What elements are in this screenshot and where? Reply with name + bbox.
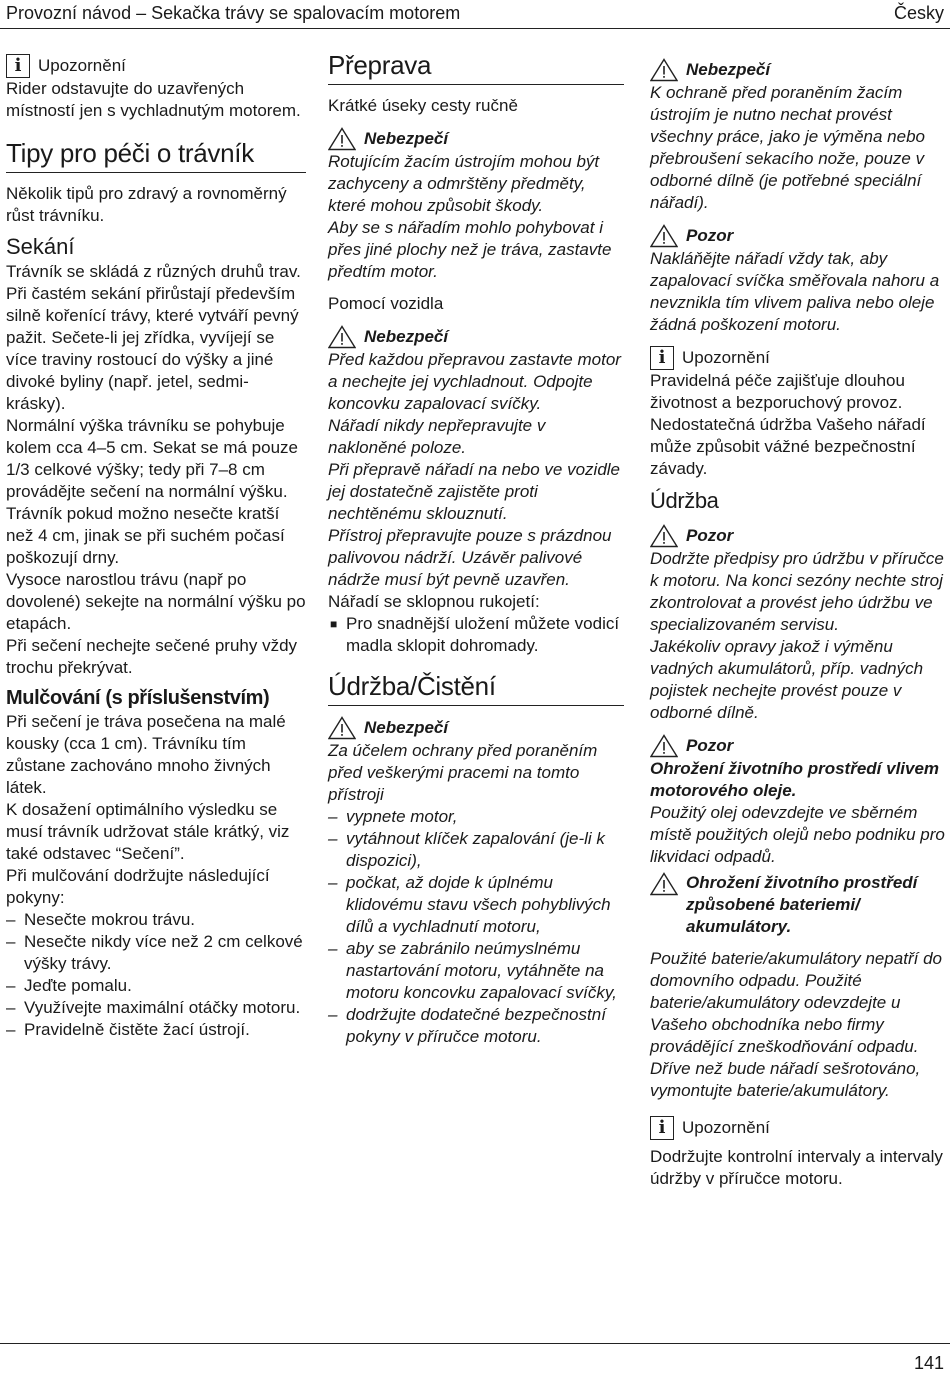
caution-heading bbox=[650, 734, 948, 758]
note-label: Upozornění bbox=[682, 1118, 770, 1137]
list-item: – vypnete motor, bbox=[328, 806, 624, 828]
danger-label: Nebezpečí bbox=[686, 60, 771, 79]
list-item: – Využívejte maximální otáčky motoru. bbox=[6, 997, 306, 1019]
header-divider bbox=[0, 28, 950, 29]
footer-divider bbox=[0, 1343, 950, 1344]
caution-label: Pozor bbox=[686, 526, 734, 545]
danger-text-1: Rotujícím žacím ústrojím mohou být zachyceny a odmrštěny předměty, které mohou způsobit škody. bbox=[328, 152, 600, 215]
mowing-paragraph-2: Normální výška trávníku se pohybuje kolem cca 4–5 cm. Sekat se má pouze 1/3 celkové výšky; tedy při 7–8 cm provádějte sečení na normální výšku. bbox=[6, 416, 298, 501]
note-text: Dodržujte kontrolní intervaly a intervaly údržby v příručce motoru. bbox=[650, 1147, 943, 1188]
header-language: Česky bbox=[893, 3, 944, 23]
caution-label: Pozor bbox=[686, 226, 734, 245]
list-item: – vytáhnout klíček zapalování (je-li k dispozici), bbox=[328, 828, 624, 872]
danger-heading bbox=[328, 325, 624, 349]
danger-label: Nebezpečí bbox=[364, 327, 449, 346]
caution-label: Pozor bbox=[686, 736, 734, 755]
info-icon: i bbox=[6, 54, 30, 78]
heading-mowing: Sekání bbox=[6, 234, 75, 259]
danger-label: Nebezpečí bbox=[364, 718, 449, 737]
heading-maintenance: Údržba bbox=[650, 488, 719, 513]
danger-heading bbox=[650, 58, 948, 82]
column-3 bbox=[650, 50, 948, 1190]
danger-text-2: Nářadí nikdy nepřepravujte v nakloněné poloze. bbox=[328, 416, 546, 457]
page-number: 141 bbox=[913, 1353, 944, 1373]
caution-bold-text: Ohrožení životního prostředí způsobené bateriemi/ akumulátory. bbox=[686, 873, 918, 936]
info-icon: i bbox=[650, 346, 674, 370]
danger-label: Nebezpečí bbox=[364, 129, 449, 148]
warning-triangle-icon bbox=[328, 325, 356, 349]
caution-bold-text: Ohrožení životního prostředí vlivem motorového oleje. bbox=[650, 759, 940, 800]
list-item: – Nesečte mokrou trávu. bbox=[6, 909, 306, 931]
mowing-paragraph-3: Trávník pokud možno nesečte kratší než 4 cm, jinak se při suchém počasí poškozují drny. bbox=[6, 504, 285, 567]
list-item: – aby se zabránilo neúmyslnému nastartování motoru, vytáhněte na motoru koncovku zapalovací svíčky, bbox=[328, 938, 624, 1004]
note-label: Upozornění bbox=[682, 348, 770, 367]
warning-triangle-icon bbox=[650, 524, 678, 548]
info-icon: i bbox=[650, 1116, 674, 1140]
caution-text-2: Jakékoliv opravy jakož i výměnu vadných akumulátorů, příp. vadných pojistek nechejte provést pouze v odborné dílně. bbox=[650, 637, 924, 722]
mowing-paragraph-5: Při sečení nechejte sečené pruhy vždy trochu překrývat. bbox=[6, 636, 298, 677]
warning-triangle-icon bbox=[650, 872, 678, 896]
caution-text: Použité baterie/akumulátory nepatří do domovního odpadu. Použité baterie/akumulátory odevzdejte u Vašeho obchodníka nebo firmy provádějící zneškodňování odpadu. Dříve než bude nářadí sešrotováno, vymontujte baterie/akumulátory. bbox=[650, 949, 943, 1100]
list-item: – Nesečte nikdy více než 2 cm celkové výšky trávy. bbox=[6, 931, 306, 975]
page-header bbox=[0, 0, 950, 30]
fold-list bbox=[328, 613, 624, 657]
danger-text-1: Před každou přepravou zastavte motor a nechejte jej vychladnout. Odpojte koncovku zapalovací svíčky. bbox=[328, 350, 621, 413]
note-heading bbox=[6, 54, 306, 78]
warning-triangle-icon bbox=[650, 734, 678, 758]
note-label: Upozornění bbox=[38, 56, 126, 75]
mowing-paragraph-1: Trávník se skládá z různých druhů trav. Při častém sekání přirůstají především silně kořenící trávy, které vytváří pevný pažit. Sečete-li jej zřídka, vyvíjejí se více traviny rostoucí do výšky a jiné divoké byliny (např. jetel, sedmi-krásky). bbox=[6, 262, 301, 413]
column-1 bbox=[6, 50, 306, 1041]
header-title: Provozní návod – Sekačka trávy se spalovacím motorem bbox=[6, 3, 461, 23]
danger-list bbox=[328, 806, 624, 1048]
danger-text-4: Přístroj přepravujte pouze s prázdnou palivovou nádrží. Uzávěr palivové nádrže musí být pevně uzavřen. bbox=[328, 526, 612, 589]
list-item: – Jeďte pomalu. bbox=[6, 975, 306, 997]
danger-text-2: Aby se s nářadím mohlo pohybovat i přes jiné plochy než je tráva, zastavte předtím motor. bbox=[328, 218, 612, 281]
warning-triangle-icon bbox=[328, 127, 356, 151]
list-item: – počkat, až dojde k úplnému klidovému stavu všech pohyblivých dílů a vychladnutí motoru, bbox=[328, 872, 624, 938]
caution-text-1: Dodržte předpisy pro údržbu v příručce k motoru. Na konci sezóny nechte stroj zkontrolovat a provést jeho údržbu ve specializovaném servisu. bbox=[650, 549, 944, 634]
column-2 bbox=[328, 50, 624, 1048]
warning-triangle-icon bbox=[650, 58, 678, 82]
note-heading bbox=[650, 1116, 948, 1140]
danger-text-1: Za účelem ochrany před poraněním před veškerými pracemi na tomto přístroji bbox=[328, 741, 598, 804]
caution-text: Nakláňějte nářadí vždy tak, aby zapalovací svíčka směřovala nahoru a nevznikla tím vlivem paliva nebo oleje žádná poškození motoru. bbox=[650, 249, 940, 334]
caution-text: Použitý olej odevzdejte ve sběrném místě použitých olejů nebo podniku pro likvidaci odpadů. bbox=[650, 803, 945, 866]
mulching-paragraph-3: Při mulčování dodržujte následující pokyny: bbox=[6, 866, 270, 907]
heading-lawn-tips: Tipy pro péči o trávník bbox=[6, 138, 306, 173]
danger-text-3: Při přepravě nářadí na nebo ve vozidle jej dostatečně zajistěte proti nechtěnému sklouznutí. bbox=[328, 460, 621, 523]
fold-handle-text: Nářadí se sklopnou rukojetí: bbox=[328, 592, 540, 611]
note-text: Pravidelná péče zajišťuje dlouhou životnost a bezporuchový provoz. Nedostatečná údržba Vašeho nářadí může způsobit vážné bezpečnostní závady. bbox=[650, 371, 926, 478]
mulching-list bbox=[6, 909, 306, 1041]
danger-heading bbox=[328, 716, 624, 740]
heading-by-vehicle: Pomocí vozidla bbox=[328, 294, 444, 313]
mulching-paragraph-1: Při sečení je tráva posečena na malé kousky (cca 1 cm). Trávníku tím zůstane zachováno mnoho živných látek. bbox=[6, 712, 286, 797]
mowing-paragraph-4: Vysoce narostlou trávu (např po dovolené) sekejte na normální výšku po etapách. bbox=[6, 570, 306, 633]
warning-triangle-icon bbox=[328, 716, 356, 740]
mulching-paragraph-2: K dosažení optimálního výsledku se musí trávník udržovat stále krátký, viz také odstavec “Sečení”. bbox=[6, 800, 290, 863]
note-text: Rider odstavujte do uzavřených místností jen s vychladnutým motorem. bbox=[6, 79, 301, 120]
heading-mulching: Mulčování (s příslušenstvím) bbox=[6, 687, 270, 709]
note-heading bbox=[650, 346, 948, 370]
danger-heading bbox=[328, 127, 624, 151]
caution-heading bbox=[650, 872, 948, 938]
caution-heading bbox=[650, 224, 948, 248]
list-item: – dodržujte dodatečné bezpečnostní pokyny v příručce motoru. bbox=[328, 1004, 624, 1048]
list-item: ■ Pro snadnější uložení můžete vodicí madla sklopit dohromady. bbox=[328, 613, 624, 657]
caution-heading bbox=[650, 524, 948, 548]
heading-maintenance-cleaning: Údržba/Čistění bbox=[328, 671, 624, 706]
danger-text: K ochraně před poraněním žacím ústrojím je nutno nechat provést všechny práce, jako je výměna nebo přebroušení sekacího nože, pouze v odborné dílně (je potřebné speciální nářadí). bbox=[650, 83, 925, 212]
heading-transport: Přeprava bbox=[328, 50, 624, 85]
heading-short-distances: Krátké úseky cesty ručně bbox=[328, 96, 518, 115]
list-item: – Pravidelně čistěte žací ústrojí. bbox=[6, 1019, 306, 1041]
tips-intro: Několik tipů pro zdravý a rovnoměrný růst trávníku. bbox=[6, 184, 287, 225]
warning-triangle-icon bbox=[650, 224, 678, 248]
